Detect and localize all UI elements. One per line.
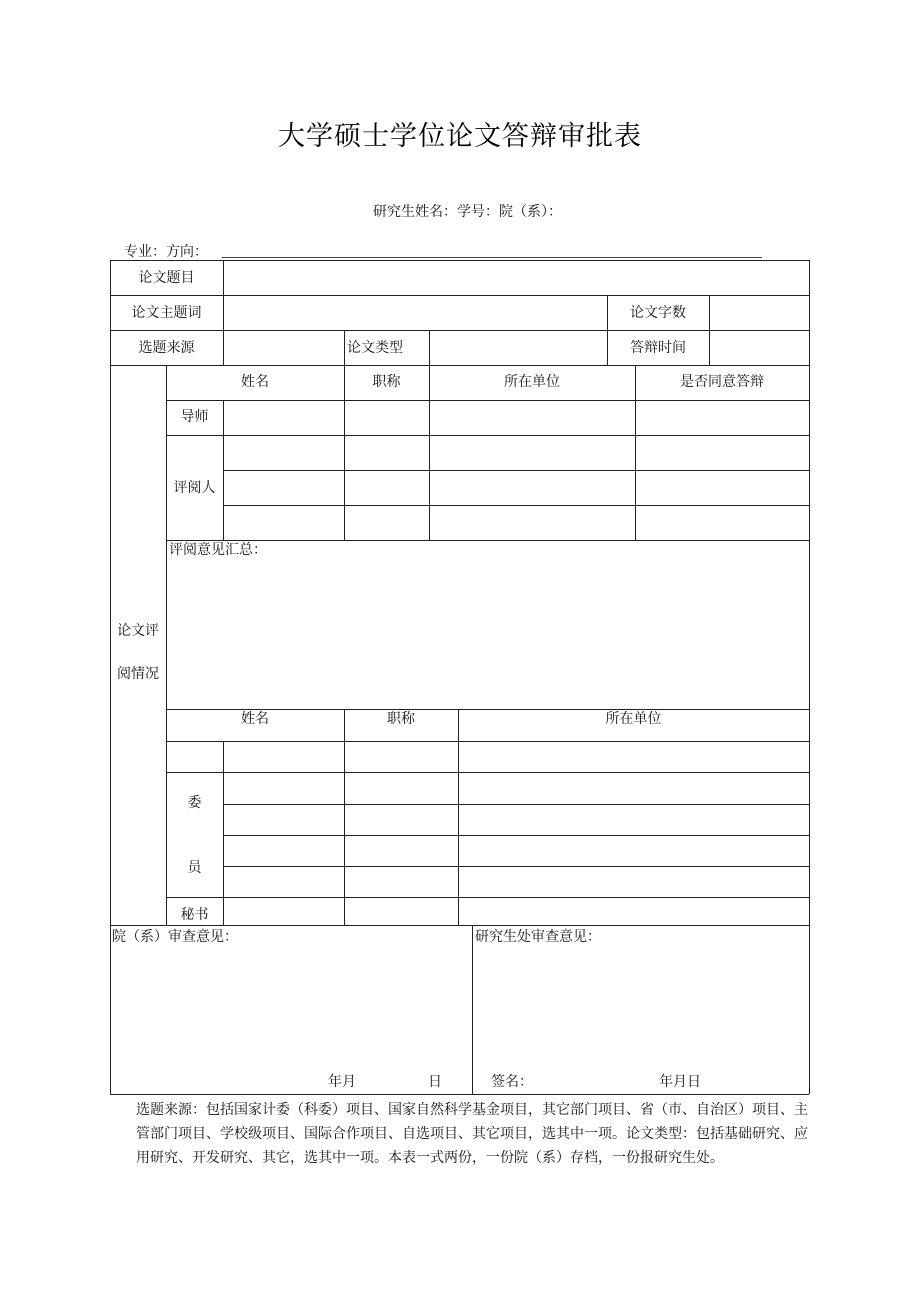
dept-date-year-month: 年月 (328, 1074, 356, 1090)
grad-sign-label: 签名： (491, 1074, 533, 1090)
major-direction-label: 专业：方向： (124, 244, 208, 260)
review-summary-label: 评阅意见汇总： (169, 542, 267, 558)
committee-header-name: 姓名 (241, 711, 269, 727)
reviewer-label: 评阅人 (173, 480, 216, 496)
review-section-label-1: 论文评 (117, 623, 159, 639)
review-header-unit: 所在单位 (504, 374, 560, 390)
keywords-label: 论文主题词 (131, 305, 202, 321)
thesis-type-label: 论文类型 (347, 340, 403, 356)
advisor-label: 导师 (180, 409, 209, 425)
committee-header-title: 职称 (387, 711, 415, 727)
dept-date-day: 日 (428, 1074, 442, 1090)
dept-opinion-label: 院（系）审查意见： (112, 929, 238, 945)
committee-header-unit: 所在单位 (605, 711, 662, 727)
committee-member-label-2: 员 (187, 860, 202, 876)
review-section-label-2: 阅情况 (117, 666, 159, 682)
major-underline (222, 257, 762, 258)
secretary-label: 秘书 (180, 907, 209, 923)
defense-time-label: 答辩时间 (630, 340, 686, 356)
review-header-title: 职称 (372, 374, 401, 390)
page-title: 大学硕士学位论文答辩审批表 (278, 121, 642, 152)
footnote: 选题来源：包括国家计委（科委）项目、国家自然科学基金项目，其它部门项目、省（市、自治区）项目、主管部门项目、学校级项目、国际合作项目、自选项目、其它项目，选其中一项。论文类型：包括基础研究、应用研究、开发研究、其它，选其中一项。本表一式两份，一份院（系）存档，一份报研究生处。 (136, 1102, 808, 1166)
word-count-label: 论文字数 (630, 305, 686, 321)
student-info-line: 研究生姓名：学号：院（系）： (373, 204, 562, 220)
grad-date-label: 年月日 (659, 1074, 701, 1090)
committee-member-label-1: 委 (187, 795, 202, 811)
review-header-agree: 是否同意答辩 (680, 374, 764, 390)
thesis-title-label: 论文题目 (138, 270, 195, 286)
topic-source-label: 选题来源 (138, 340, 195, 356)
grad-office-opinion-label: 研究生处审查意见： (475, 929, 601, 945)
review-header-name: 姓名 (241, 374, 269, 390)
